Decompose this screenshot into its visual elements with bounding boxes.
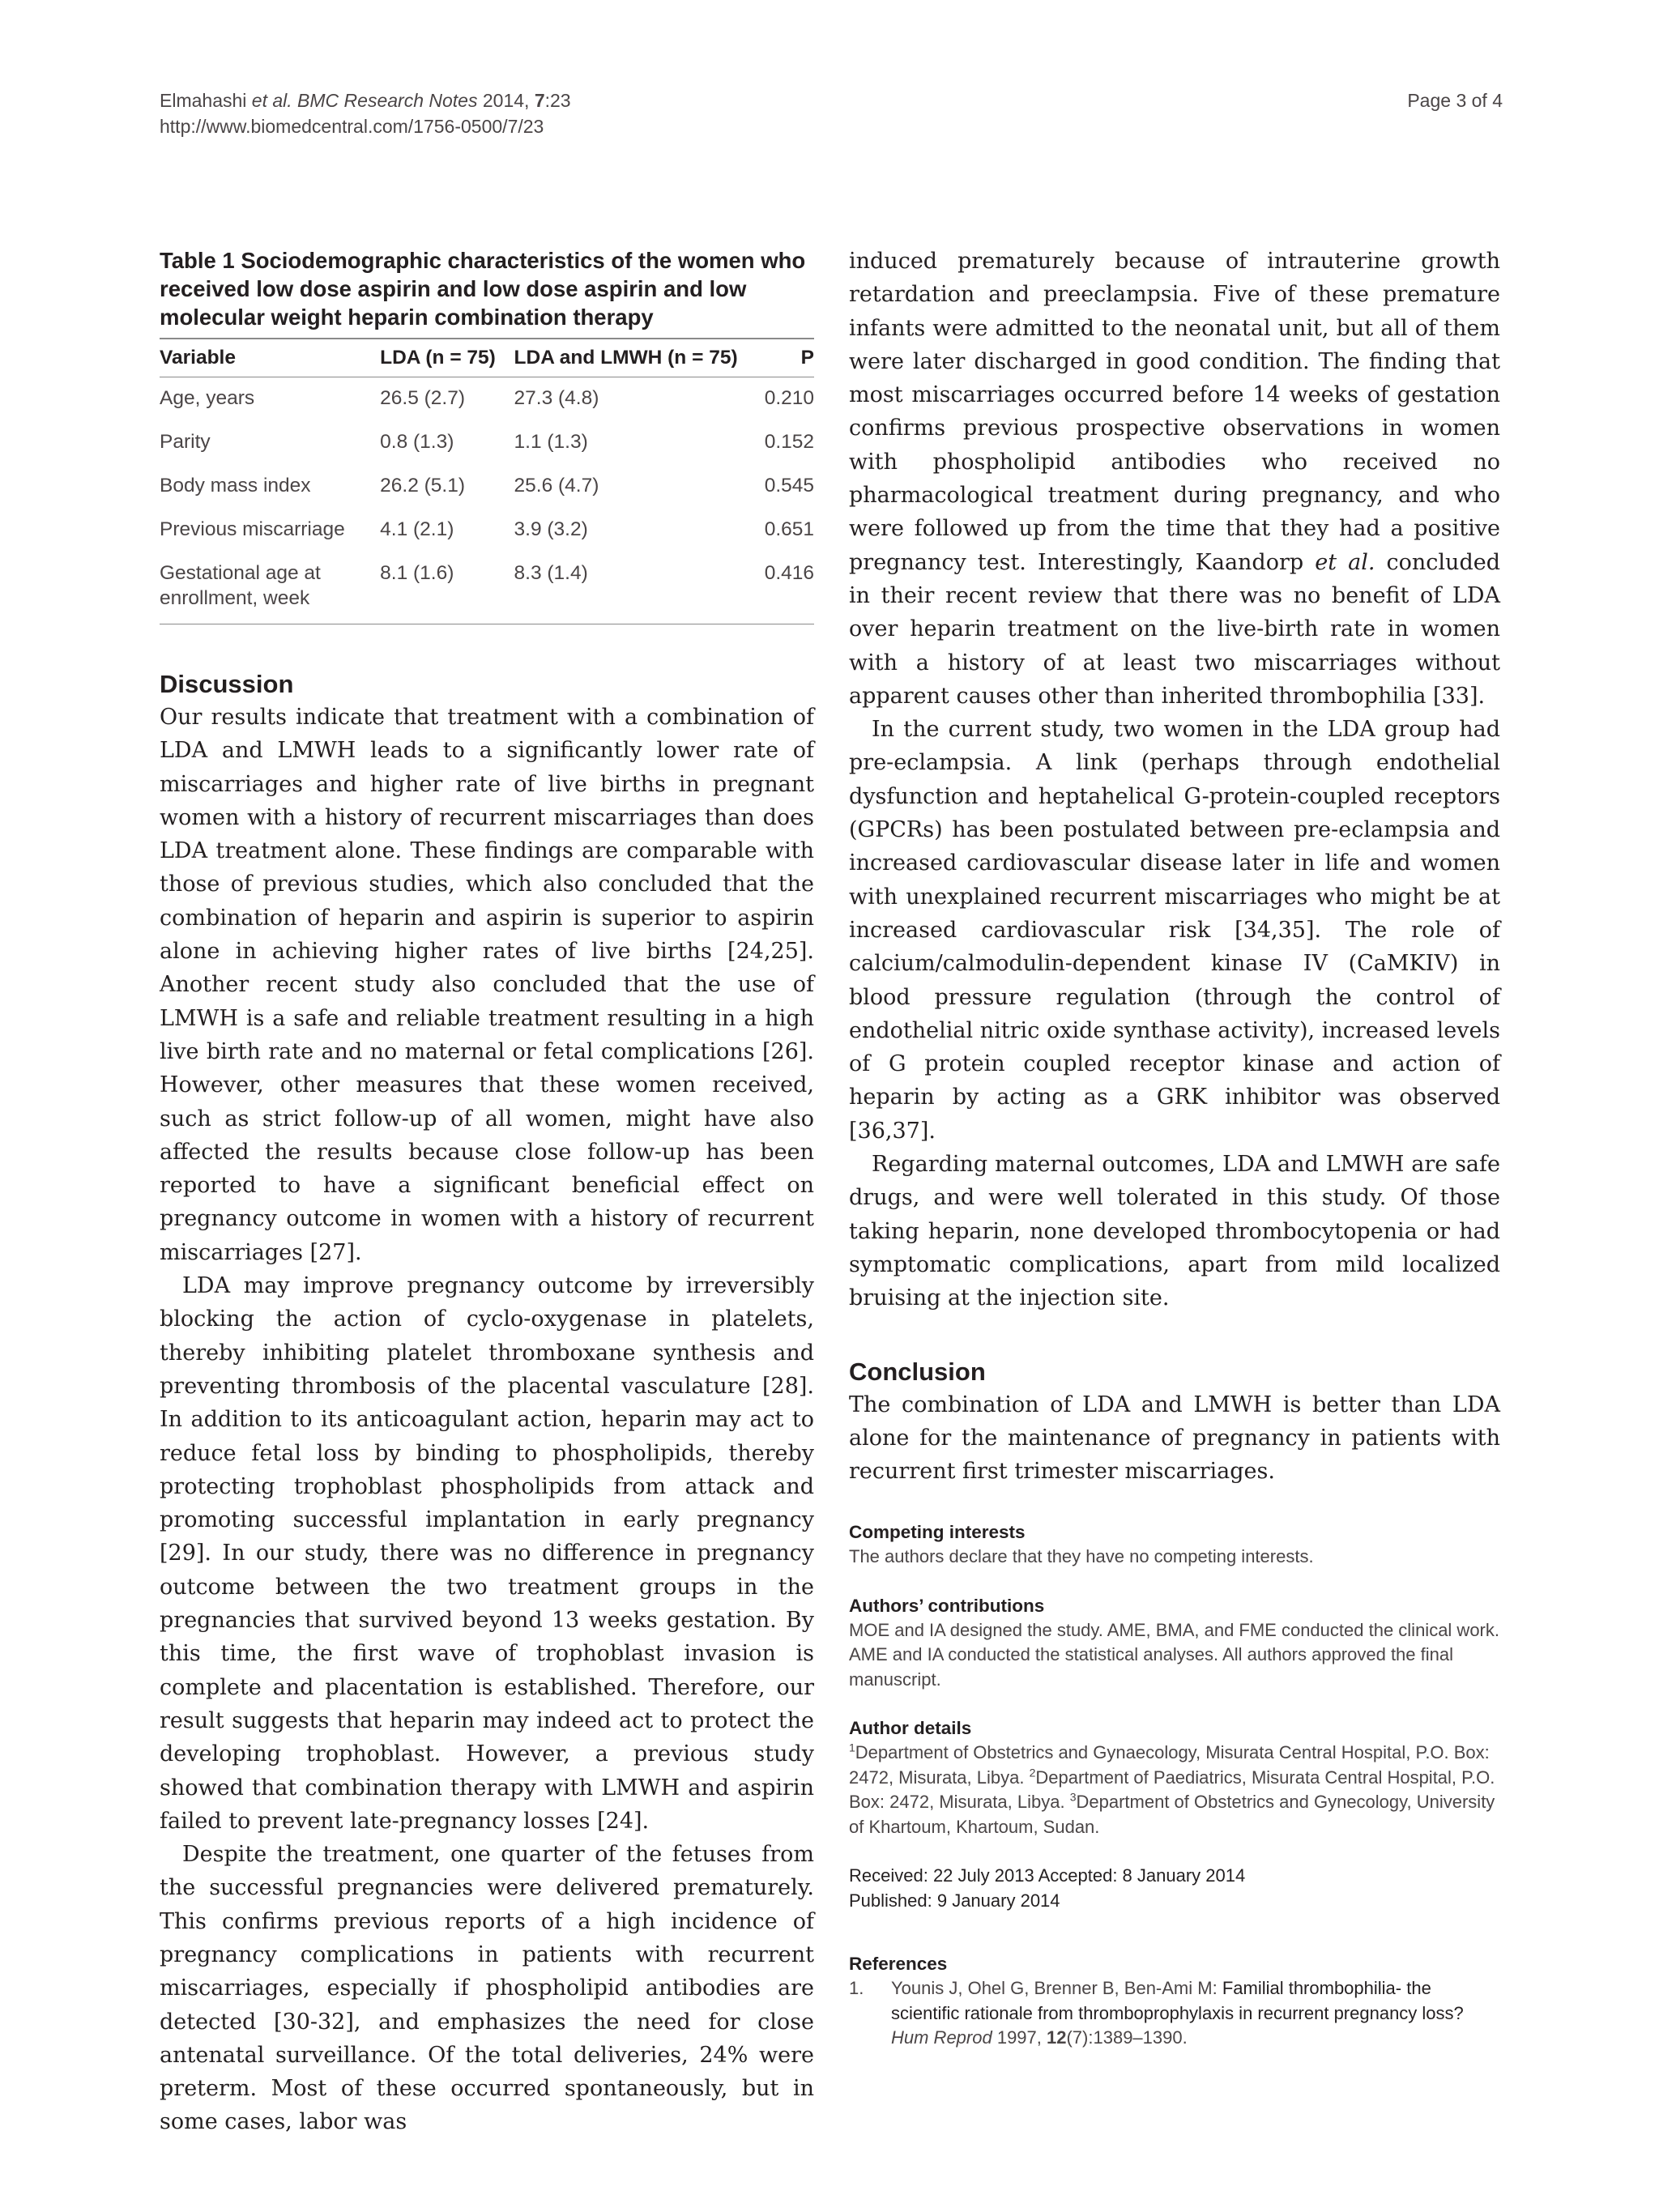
discussion-paragraph-continued [849, 245, 1500, 713]
table-cell: 8.3 (1.4) [514, 552, 765, 624]
table-header-row [160, 339, 814, 377]
reference-volume: 12 [1047, 2027, 1067, 2048]
paragraph-text: induced prematurely because of intrauterine growth retardation and preeclampsia. Five of these premature infants were admitted to the neonatal unit, but all of them were later discharged in good condition. The finding that most miscarriages occurred before 14 weeks of gestation confirms previous prospective observations in women with phospholipid antibodies who received no pharmacological treatment during pregnancy, and who were followed up from the time that they had a positive pregnancy test. Interestingly, Kaandorp [849, 249, 1500, 575]
table-cell: 4.1 (2.1) [380, 518, 454, 540]
discussion-paragraph: Despite the treatment, one quarter of the fetuses from the successful pregnancies were delivered prematurely. This confirms previous reports of a high incidence of pregnancy complications in patients with recurrent miscarriages, especially if phospholipid antibodies are detected [30-32], and emphasizes the need for close antenatal surveillance. Of the total deliveries, 24% were preterm. Most of these occurred spontaneously, but in some cases, labor was [160, 1842, 814, 2135]
table-cell: 3.9 (3.2) [514, 518, 588, 540]
reference-item [849, 1976, 1500, 2051]
table-cell: Age, years [160, 387, 255, 409]
table-cell: 26.5 (2.7) [380, 387, 466, 409]
table-cell: 8.1 (1.6) [380, 552, 514, 624]
table-header-cell: LDA (n = 75) [380, 339, 514, 377]
header-etal: et al. [251, 90, 292, 111]
reference-authors: Younis J, Ohel G, Brenner B, Ben-Ami M: [891, 1978, 1222, 1999]
discussion-paragraph: In the current study, two women in the LDA group had pre-eclampsia. A link (perhaps through endothelial dysfunction and heptahelical G-protein-coupled receptors (GPCRs) has been postulated between pre-eclampsia and increased cardiovascular disease later in life and women with unexplained recurrent miscarriages who might be at increased cardiovascular risk [34,35]. The role of calcium/calmodulin-dependent kinase IV (CaMKIV) in blood pressure regulation (through the control of endothelial nitric oxide synthase activity), increased levels of G protein coupled receptor kinase and action of heparin by acting as a GRK inhibitor was observed [36,37]. [849, 717, 1500, 1144]
table-cell: 26.2 (5.1) [380, 475, 466, 497]
author-details-heading: Author details [849, 1718, 972, 1739]
header-article: :23 [544, 90, 571, 111]
left-column [160, 246, 814, 2139]
reference-year: 1997, [992, 2027, 1047, 2048]
competing-interests-heading: Competing interests [849, 1522, 1026, 1543]
table-header-cell: P [765, 339, 814, 377]
discussion-heading: Discussion [160, 670, 294, 698]
table-cell: 0.545 [764, 475, 814, 497]
conclusion-paragraph: The combination of LDA and LMWH is better than LDA alone for the maintenance of pregnancy in patients with recurrent first trimester miscarriages. [849, 1392, 1500, 1485]
affiliation-marker: 3 [1069, 1791, 1077, 1805]
table-cell: 0.210 [764, 387, 814, 409]
table-row [160, 421, 814, 465]
contributions-section [849, 1594, 1500, 1693]
contributions-text: MOE and IA designed the study. AME, BMA, and FME conducted the clinical work. AME and IA conducted the statistical analyses. All authors approved the final manuscript. [849, 1619, 1499, 1690]
published-date: Published: 9 January 2014 [849, 1890, 1060, 1911]
conclusion-heading: Conclusion [849, 1357, 986, 1386]
citation-line [160, 87, 889, 113]
article-url[interactable]: http://www.biomedcentral.com/1756-0500/7/23 [160, 116, 544, 137]
references-section [849, 1952, 1500, 2051]
table-cell: Previous miscarriage [160, 518, 345, 540]
affiliation: Department of Paediatrics, Misurata Central Hospital, P.O. Box: 2472, Misurata, Libya. [849, 1767, 1495, 1813]
reference-number: 1. [849, 1978, 864, 1999]
table-cell: 1.1 (1.3) [514, 431, 588, 453]
page-number: Page 3 of 4 [1407, 90, 1503, 111]
contributions-heading: Authors’ contributions [849, 1595, 1045, 1616]
reference-title: Familial thrombophilia- the scientific rationale from thromboprophylaxis in recurrent pregnancy loss? [891, 1978, 1464, 2023]
references-heading: References [849, 1954, 948, 1975]
table-header-cell: Variable [160, 339, 380, 377]
received-accepted-dates: Received: 22 July 2013 Accepted: 8 January 2014 [849, 1865, 1246, 1886]
running-header [160, 87, 889, 139]
right-column [849, 246, 1500, 2051]
competing-interests-section [849, 1520, 1500, 1570]
table-cell: 0.651 [764, 518, 814, 540]
table-cell: 0.152 [764, 431, 814, 453]
header-year: 2014, [482, 90, 530, 111]
affiliation-marker: 2 [1029, 1766, 1036, 1779]
table-row [160, 509, 814, 552]
table-cell: 25.6 (4.7) [514, 475, 599, 497]
table-caption: Table 1 Sociodemographic characteristics of the women who received low dose aspirin and low dose aspirin and low molecular weight heparin combination therapy [160, 248, 806, 330]
paragraph-text: concluded in their recent review that there was no benefit of LDA over heparin treatment on the live-birth rate in women with a history of at least two miscarriages without apparent causes other than inherited thrombophilia [33]. [849, 549, 1500, 709]
table-row [160, 377, 814, 422]
paragraph-text-italic: et al. [1315, 549, 1375, 575]
table-cell: 27.3 (4.8) [514, 387, 599, 409]
table-cell: Parity [160, 431, 211, 453]
table-row [160, 552, 814, 624]
table-cell: 0.8 (1.3) [380, 431, 454, 453]
table-cell: 0.416 [765, 552, 814, 624]
table-cell: Gestational age at enrollment, week [160, 552, 380, 624]
header-authors: Elmahashi [160, 90, 247, 111]
discussion-paragraph: LDA may improve pregnancy outcome by irreversibly blocking the action of cyclo-oxygenase in platelets, thereby inhibiting platelet thromboxane synthesis and preventing thrombosis of the placental vasculature [28]. In addition to its anticoagulant action, heparin may act to reduce fetal loss by binding to phospholipids, thereby protecting trophoblast phospholipids from attack and promoting successful implantation in early pregnancy [29]. In our study, there was no difference in pregnancy outcome between the two treatment groups in the pregnancies that survived beyond 13 weeks gestation. By this time, the first wave of trophoblast invasion is complete and placentation is established. Therefore, our result suggests that heparin may indeed act to protect the developing trophoblast. However, a previous study showed that combination therapy with LMWH and aspirin failed to prevent late-pregnancy losses [24]. [160, 1273, 814, 1834]
author-details-text [849, 1741, 1500, 1839]
discussion-paragraph: Regarding maternal outcomes, LDA and LMWH are safe drugs, and were well tolerated in this study. Of those taking heparin, none developed thrombocytopenia or had symptomatic complications, apart from mild localized bruising at the injection site. [849, 1152, 1500, 1311]
affiliation: Department of Obstetrics and Gynecology, University of Khartoum, Khartoum, Sudan. [849, 1792, 1495, 1837]
table-cell: Body mass index [160, 475, 311, 497]
characteristics-table [160, 338, 814, 624]
table-row [160, 465, 814, 509]
table-header-cell: LDA and LMWH (n = 75) [514, 339, 765, 377]
header-volume: 7 [534, 90, 545, 111]
reference-list [849, 1976, 1500, 2051]
affiliation: Department of Obstetrics and Gynaecology, Misurata Central Hospital, P.O. Box: 2472, Misurata, Libya. [849, 1742, 1490, 1788]
author-details-section [849, 1716, 1500, 1839]
discussion-paragraph: Our results indicate that treatment with a combination of LDA and LMWH leads to a significantly lower rate of miscarriages and higher rate of live births in pregnant women with a history of recurrent miscarriages than does LDA treatment alone. These findings are comparable with those of previous studies, which also concluded that the combination of heparin and aspirin is superior to aspirin alone in achieving higher rates of live births [24,25]. Another recent study also concluded that the use of LMWH is a safe and reliable treatment resulting in a high live birth rate and no maternal or fetal complications [26]. However, other measures that these women received, such as strict follow-up of all women, might have also affected the results because close follow-up has been reported to have a significant beneficial effect on pregnancy outcome in women with a history of recurrent miscarriages [27]. [160, 705, 814, 1265]
affiliation-marker: 1 [849, 1741, 855, 1755]
reference-pages: (7):1389–1390. [1066, 2027, 1188, 2048]
header-journal: BMC Research Notes [297, 90, 478, 111]
dates-section [849, 1864, 1500, 1913]
reference-journal: Hum Reprod [891, 2027, 992, 2048]
competing-interests-text: The authors declare that they have no competing interests. [849, 1546, 1314, 1567]
